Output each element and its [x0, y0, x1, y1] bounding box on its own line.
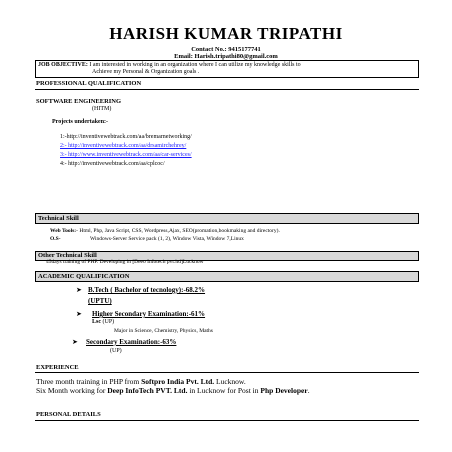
hsc-board-sub: (UP) [102, 319, 115, 325]
professional-rule [35, 89, 419, 90]
objective-box [35, 60, 419, 78]
hsc-board: Lsc [92, 319, 101, 325]
technical-heading: Technical Skill [38, 215, 79, 222]
exp2-post-title: Php Developer [260, 386, 308, 395]
hsc-board-line [92, 319, 114, 325]
hsc-subjects: Major in Science, Chemistry, Physics, Maths [114, 328, 213, 334]
experience-heading: EXPERIENCE [36, 364, 79, 371]
experience-rule [35, 372, 419, 373]
project-link-3[interactable]: 3:- http://www.inventivewebtrack.com/aa/car-services/ [60, 152, 192, 158]
exp2-post: . [307, 386, 310, 395]
experience-line-1 [36, 377, 246, 386]
projects-label: Projects undertaken:- [52, 119, 109, 125]
exp1-company: Softpro India Pvt. Ltd. [141, 377, 215, 386]
btech-degree: B.Tech ( Bachelor of tecnology):-68.2% [88, 286, 206, 294]
contact-number: Contact No.: 9415177741 [191, 46, 261, 53]
academic-heading-bar [35, 271, 419, 282]
personal-rule [35, 420, 419, 421]
objective-text-2: Achieve my Personal & Organization goals . [92, 69, 200, 75]
other-text: 45days training of PHP. Developing in [Deeo Infotech pvt.ltd]Lucknow [46, 259, 204, 265]
project-link-2[interactable]: 2:- http://inventivewebtrack.com/aa/drsamirchehrey/ [60, 143, 187, 149]
professional-title: SOFTWARE ENGINEERING [36, 98, 122, 105]
exp1-pre: Three month training in PHP from [36, 377, 142, 386]
exp2-company: Deep InfoTech PVT. Ltd. [107, 386, 188, 395]
os-text: Windows-Server Service pack (1, 2), Window Vista, Window 7,Linux [90, 236, 244, 242]
os-line [50, 236, 61, 242]
btech-university: (UPTU) [88, 297, 112, 305]
project-item-4: 4:- http://inventivewebtrack.com/aa/cplcoc/ [60, 161, 165, 167]
objective-line-1 [38, 62, 301, 68]
bullet-arrow-icon: ➤ [76, 286, 82, 294]
secondary-exam: Secondary Examination:-63% [86, 338, 177, 346]
hsc-exam: Higher Secondary Examination:-61% [92, 310, 206, 318]
personal-heading: PERSONAL DETAILS [36, 411, 101, 418]
bullet-arrow-icon: ➤ [76, 310, 82, 318]
academic-heading: ACADEMIC QUALIFICATION [38, 273, 130, 280]
secondary-board: (UP) [110, 348, 122, 354]
contact-email: Email: Harish.tripathi80@gmail.com [174, 53, 278, 60]
webtools-text: - Html, Php, Java Script, CSS, Wordpress,Ajax, SEO(promation,bookmaking and directory). [76, 228, 280, 234]
exp1-post: Lucknow. [214, 377, 246, 386]
objective-label: JOB OBJECTIVE: [38, 62, 88, 68]
objective-text-1: I am interested in working in an organization where I can utilize my knowledge skills to [89, 62, 301, 68]
candidate-name: HARISH KUMAR TRIPATHI [109, 24, 343, 43]
exp2-mid: in Lucknow for Post in [187, 386, 261, 395]
webtools-line [50, 228, 280, 234]
technical-heading-bar [35, 213, 419, 224]
professional-org: (HITM) [92, 106, 112, 112]
exp2-pre: Six Month working for [36, 386, 108, 395]
os-label: O.S- [50, 236, 61, 242]
project-item-1: 1:-http://inventivewebtrack.com/aa/bremarnetworking/ [60, 134, 192, 140]
professional-heading: PROFESSIONAL QUALIFICATION [36, 80, 142, 87]
other-heading: Other Technical Skill [38, 252, 97, 259]
experience-line-2 [36, 386, 310, 395]
bullet-arrow-icon: ➤ [72, 338, 78, 346]
webtools-label: Web Tools: [50, 228, 77, 234]
